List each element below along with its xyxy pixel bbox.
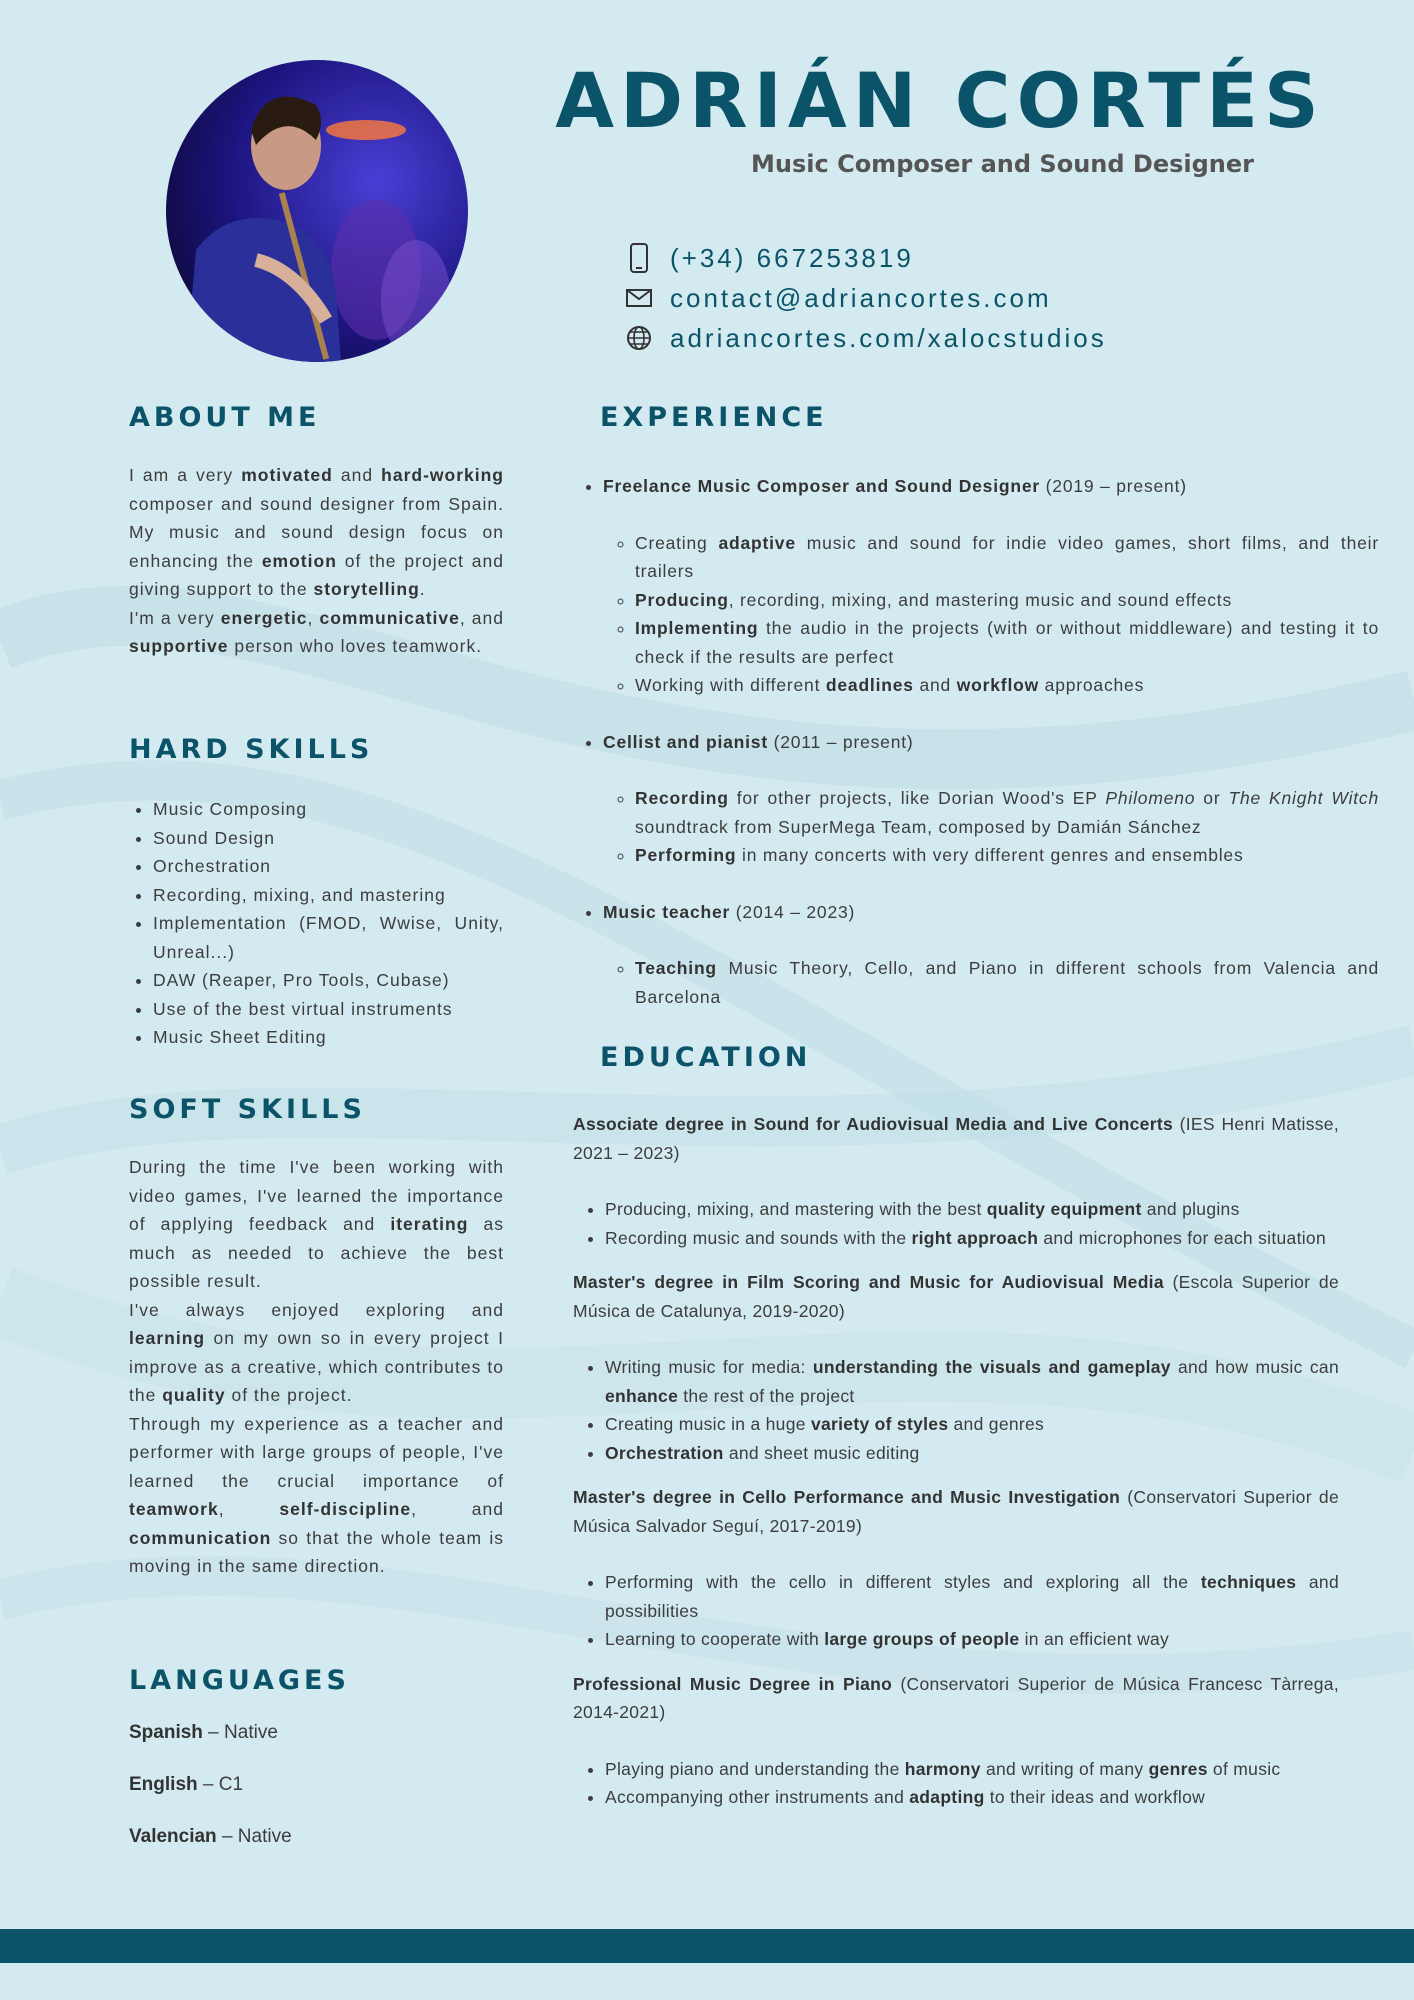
education-degree: Master's degree in Film Scoring and Music for Audiovisual Media (Escola Superior de Música de Catalunya, 2019-2020) bbox=[573, 1272, 1339, 1321]
hard-skills-list bbox=[129, 795, 504, 1052]
hard-skill-item: • Orchestration bbox=[153, 852, 504, 881]
hard-skills-heading: HARD SKILLS bbox=[129, 734, 374, 765]
experience-detail: ◦ Working with different deadlines and workflow approaches bbox=[635, 671, 1379, 700]
education-heading: EDUCATION bbox=[600, 1042, 812, 1073]
experience-item: • Freelance Music Composer and Sound Designer (2019 – present) ◦ Creating adaptive music and sound for indie video games, short films, and their trailers ◦ Producing, recording, mixing, and mastering music and sound effects ◦ Implementing the audio in the projects (with or without middleware) and testing it to check if the results are perfect ◦ Working with different deadlines and workflow approaches bbox=[603, 472, 1379, 700]
contact-list bbox=[624, 238, 1107, 358]
soft-skills-heading: SOFT SKILLS bbox=[129, 1094, 366, 1125]
website-url: adriancortes.com/xalocstudios bbox=[670, 322, 1107, 353]
education-detail: • Recording music and sounds with the right approach and microphones for each situation bbox=[605, 1224, 1339, 1253]
contact-website[interactable] bbox=[624, 318, 1107, 358]
experience-heading: EXPERIENCE bbox=[600, 402, 828, 433]
mail-icon bbox=[624, 283, 654, 313]
education-detail: • Playing piano and understanding the harmony and writing of many genres of music bbox=[605, 1755, 1339, 1784]
hard-skill-item: • Recording, mixing, and mastering bbox=[153, 881, 504, 910]
email-address: contact@adriancortes.com bbox=[670, 282, 1052, 313]
languages-list bbox=[129, 1722, 292, 1878]
soft-skills-paragraph-3: Through my experience as a teacher and performer with large groups of people, I've learned the crucial importance of teamwork, self-discipline, and communication so that the whole team is moving in the same direction. bbox=[129, 1413, 504, 1576]
hard-skill-item: • Sound Design bbox=[153, 824, 504, 853]
phone-number: (+34) 667253819 bbox=[670, 242, 914, 273]
education-detail: • Learning to cooperate with large groups of people in an efficient way bbox=[605, 1625, 1339, 1654]
hard-skills-section bbox=[129, 795, 504, 1052]
education-degree: Associate degree in Sound for Audiovisual Media and Live Concerts (IES Henri Matisse, 2021 – 2023) bbox=[573, 1114, 1339, 1163]
education-detail: • Orchestration and sheet music editing bbox=[605, 1439, 1339, 1468]
experience-detail: ◦ Implementing the audio in the projects (with or without middleware) and testing it to check if the results are perfect bbox=[635, 614, 1379, 671]
language-item: English – C1 bbox=[129, 1774, 244, 1795]
globe-icon bbox=[624, 323, 654, 353]
experience-detail: ◦ Producing, recording, mixing, and mastering music and sound effects bbox=[635, 586, 1379, 615]
language-item: Spanish – Native bbox=[129, 1722, 278, 1743]
experience-item: • Cellist and pianist (2011 – present) ◦ Recording for other projects, like Dorian Wood's EP Philomeno or The Knight Witch soundtrack from SuperMega Team, composed by Damián Sánchez ◦ Performing in many concerts with very different genres and ensembles bbox=[603, 728, 1379, 870]
phone-icon bbox=[624, 243, 654, 273]
experience-detail: ◦ Teaching Music Theory, Cello, and Piano in different schools from Valencia and Barcelona bbox=[635, 954, 1379, 1011]
language-item: Valencian – Native bbox=[129, 1826, 292, 1847]
hard-skill-item: • DAW (Reaper, Pro Tools, Cubase) bbox=[153, 966, 504, 995]
job-title: Music Composer and Sound Designer bbox=[751, 150, 1254, 178]
experience-detail: ◦ Creating adaptive music and sound for indie video games, short films, and their trailers bbox=[635, 529, 1379, 586]
experience-section bbox=[573, 472, 1379, 1039]
soft-skills-section bbox=[129, 1153, 504, 1581]
footer-bar bbox=[0, 1929, 1414, 1963]
soft-skills-paragraph-2: I've always enjoyed exploring and learning on my own so in every project I improve as a creative, which contributes to the quality of the project. bbox=[129, 1299, 504, 1405]
contact-phone[interactable] bbox=[624, 238, 1107, 278]
about-paragraph-2: I'm a very energetic, communicative, and supportive person who loves teamwork. bbox=[129, 607, 504, 656]
hard-skill-item: • Implementation (FMOD, Wwise, Unity, Unreal...) bbox=[153, 909, 504, 966]
experience-list bbox=[573, 472, 1379, 1011]
contact-email[interactable] bbox=[624, 278, 1107, 318]
experience-detail: ◦ Performing in many concerts with very different genres and ensembles bbox=[635, 841, 1379, 870]
candidate-name: ADRIÁN CORTÉS bbox=[555, 56, 1325, 145]
about-section bbox=[129, 461, 504, 661]
languages-heading: LANGUAGES bbox=[129, 1665, 350, 1696]
education-detail: • Performing with the cello in different styles and exploring all the techniques and possibilities bbox=[605, 1568, 1339, 1625]
education-detail: • Creating music in a huge variety of styles and genres bbox=[605, 1410, 1339, 1439]
education-details bbox=[573, 1195, 1339, 1252]
profile-photo bbox=[166, 60, 468, 362]
about-heading: ABOUT ME bbox=[129, 402, 321, 433]
soft-skills-paragraph-1: During the time I've been working with video games, I've learned the importance of applying feedback and iterating as much as needed to achieve the best possible result. bbox=[129, 1157, 504, 1291]
experience-detail: ◦ Recording for other projects, like Dorian Wood's EP Philomeno or The Knight Witch soundtrack from SuperMega Team, composed by Damián Sánchez bbox=[635, 784, 1379, 841]
education-details bbox=[573, 1353, 1339, 1467]
hard-skill-item: • Music Sheet Editing bbox=[153, 1023, 504, 1052]
experience-item: • Music teacher (2014 – 2023) ◦ Teaching Music Theory, Cello, and Piano in different schools from Valencia and Barcelona bbox=[603, 898, 1379, 1012]
education-degree: Professional Music Degree in Piano (Conservatori Superior de Música Francesc Tàrrega, 2014-2021) bbox=[573, 1673, 1339, 1722]
education-details bbox=[573, 1568, 1339, 1654]
hard-skill-item: • Use of the best virtual instruments bbox=[153, 995, 504, 1024]
education-section bbox=[573, 1110, 1339, 1828]
education-detail: • Writing music for media: understanding the visuals and gameplay and how music can enhance the rest of the project bbox=[605, 1353, 1339, 1410]
hard-skill-item: • Music Composing bbox=[153, 795, 504, 824]
about-paragraph-1: I am a very motivated and hard-working composer and sound designer from Spain. My music and sound design focus on enhancing the emotion of the project and giving support to the storytelling. bbox=[129, 465, 504, 599]
education-detail: • Producing, mixing, and mastering with the best quality equipment and plugins bbox=[605, 1195, 1339, 1224]
education-degree: Master's degree in Cello Performance and Music Investigation (Conservatori Superior de Música Salvador Seguí, 2017-2019) bbox=[573, 1487, 1339, 1536]
education-details bbox=[573, 1755, 1339, 1812]
education-detail: • Accompanying other instruments and adapting to their ideas and workflow bbox=[605, 1783, 1339, 1812]
